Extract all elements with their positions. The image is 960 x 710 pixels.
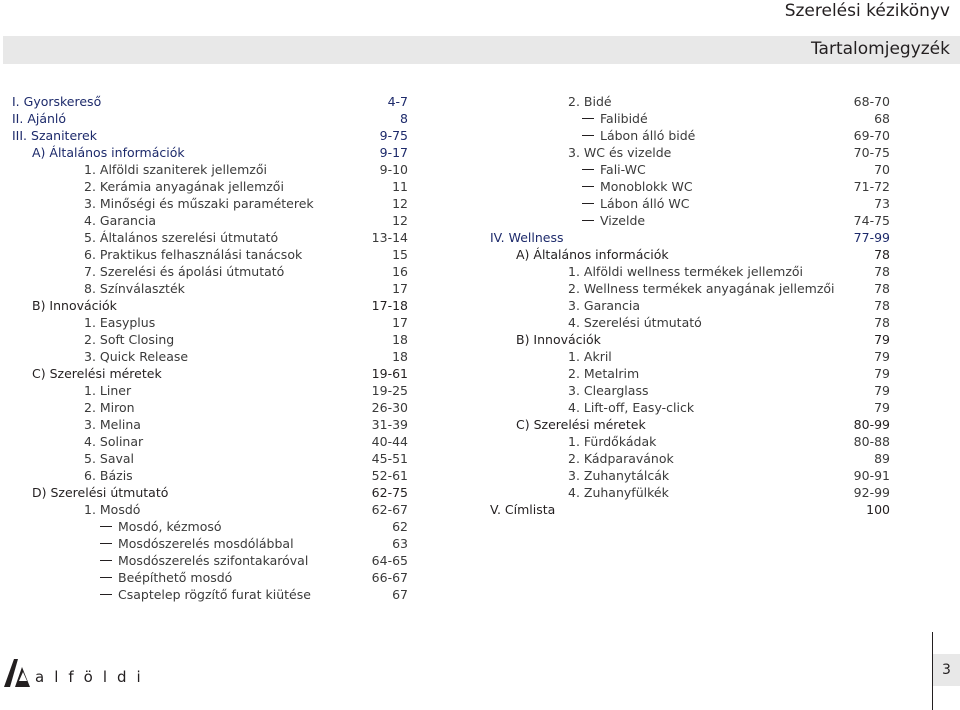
dash-icon	[582, 118, 594, 119]
dash-icon	[100, 526, 112, 527]
toc-entry-text: Beépíthető mosdó	[118, 570, 233, 585]
toc-entry-label	[568, 297, 640, 314]
toc-entry	[0, 127, 414, 144]
toc-entry	[0, 535, 414, 552]
toc-entry-text: 4. Zuhanyfülkék	[568, 485, 669, 500]
toc-entry-label	[84, 382, 131, 399]
toc-entry	[486, 331, 896, 348]
toc-entry-text: Monoblokk WC	[600, 179, 693, 194]
toc-entry	[486, 382, 896, 399]
toc-entry-page: 70	[874, 162, 890, 177]
toc-entry-label	[84, 433, 143, 450]
toc-entry-label	[516, 331, 601, 348]
toc-entry-label	[84, 467, 133, 484]
toc-entry-page: 90-91	[853, 468, 890, 483]
toc-entry-label	[568, 314, 702, 331]
toc-entry-label	[84, 263, 284, 280]
toc-entry-page: 13-14	[371, 230, 408, 245]
toc-entry-page: 70-75	[853, 145, 890, 160]
toc-entry	[0, 229, 414, 246]
toc-entry-label	[582, 178, 693, 195]
toc-entry-label	[568, 263, 803, 280]
toc-left-column	[0, 93, 414, 603]
toc-entry	[486, 246, 896, 263]
toc-entry-label	[568, 382, 648, 399]
toc-entry-text: 2. Bidé	[568, 94, 612, 109]
toc-entry	[0, 178, 414, 195]
toc-entry-page: 40-44	[371, 434, 408, 449]
toc-entry-label	[568, 450, 674, 467]
toc-entry-label	[84, 331, 174, 348]
toc-entry-page: 4-7	[387, 94, 408, 109]
toc-entry-text: Csaptelep rögzítő furat kiütése	[118, 587, 311, 602]
toc-entry-page: 19-61	[371, 366, 408, 381]
toc-entry-text: Falibidé	[600, 111, 648, 126]
dash-icon	[100, 594, 112, 595]
toc-right-column	[486, 93, 896, 518]
toc-entry-label	[100, 552, 308, 569]
toc-entry-text: IV. Wellness	[490, 230, 564, 245]
dash-icon	[582, 203, 594, 204]
toc-entry-text: 4. Szerelési útmutató	[568, 315, 702, 330]
header-subtitle: Tartalomjegyzék	[810, 39, 950, 59]
toc-entry-text: 1. Akril	[568, 349, 612, 364]
toc-entry-page: 12	[392, 196, 408, 211]
toc-entry	[0, 331, 414, 348]
toc-entry-label	[582, 127, 695, 144]
toc-entry-text: 5. Saval	[84, 451, 135, 466]
toc-entry	[0, 467, 414, 484]
toc-entry-text: 2. Miron	[84, 400, 135, 415]
toc-entry-text: 8. Színválaszték	[84, 281, 185, 296]
toc-entry-label	[84, 229, 278, 246]
toc-entry-text: 3. WC és vizelde	[568, 145, 672, 160]
toc-entry-page: 18	[392, 349, 408, 364]
toc-entry-text: 4. Garancia	[84, 213, 156, 228]
toc-entry	[0, 297, 414, 314]
toc-entry-page: 11	[392, 179, 408, 194]
toc-entry-text: Vizelde	[600, 213, 646, 228]
toc-entry-label	[516, 416, 646, 433]
toc-entry-page: 31-39	[371, 417, 408, 432]
toc-entry-text: 6. Praktikus felhasználási tanácsok	[84, 247, 303, 262]
toc-entry-text: III. Szaniterek	[12, 128, 97, 143]
toc-entry-page: 77-99	[853, 230, 890, 245]
toc-entry	[0, 246, 414, 263]
toc-entry-page: 62-67	[371, 502, 408, 517]
toc-entry	[0, 365, 414, 382]
toc-entry-label	[568, 348, 612, 365]
toc-entry-text: 1. Alföldi wellness termékek jellemzői	[568, 264, 804, 279]
toc-entry	[0, 314, 414, 331]
toc-entry	[486, 144, 896, 161]
toc-entry	[486, 416, 896, 433]
toc-entry-text: 1. Mosdó	[84, 502, 141, 517]
toc-entry-page: 15	[392, 247, 408, 262]
toc-entry-text: 3. Clearglass	[568, 383, 649, 398]
toc-entry-text: B) Innovációk	[32, 298, 117, 313]
toc-entry	[486, 348, 896, 365]
toc-entry	[486, 195, 896, 212]
toc-entry	[0, 433, 414, 450]
toc-entry	[486, 450, 896, 467]
toc-entry-page: 71-72	[853, 179, 890, 194]
toc-entry-page: 79	[874, 332, 890, 347]
toc-entry-label	[84, 161, 267, 178]
toc-entry-text: 2. Kerámia anyagának jellemzői	[84, 179, 284, 194]
toc-entry-label	[100, 535, 294, 552]
toc-entry	[0, 518, 414, 535]
toc-entry	[0, 348, 414, 365]
toc-entry-label	[32, 297, 117, 314]
toc-entry-text: 2. Soft Closing	[84, 332, 175, 347]
toc-entry-label	[582, 195, 689, 212]
toc-entry-text: Lábon álló WC	[600, 196, 690, 211]
toc-entry-label	[100, 518, 222, 535]
toc-entry-text: II. Ajánló	[12, 111, 67, 126]
toc-entry-label	[568, 484, 669, 501]
toc-entry-page: 69-70	[853, 128, 890, 143]
toc-entry	[0, 280, 414, 297]
toc-entry	[486, 127, 896, 144]
toc-entry-text: C) Szerelési méretek	[32, 366, 162, 381]
toc-entry-text: 3. Garancia	[568, 298, 640, 313]
toc-entry-text: 1. Fürdőkádak	[568, 434, 657, 449]
toc-entry-page: 67	[392, 587, 408, 602]
toc-entry	[0, 569, 414, 586]
toc-entry	[0, 552, 414, 569]
toc-entry-label	[32, 484, 168, 501]
dash-icon	[582, 135, 594, 136]
toc-entry-page: 80-99	[853, 417, 890, 432]
toc-entry-label	[582, 161, 646, 178]
dash-icon	[100, 577, 112, 578]
toc-entry-label	[84, 450, 134, 467]
toc-entry-text: 2. Kádparavánok	[568, 451, 674, 466]
toc-entry	[0, 382, 414, 399]
dash-icon	[582, 186, 594, 187]
toc-entry-page: 63	[392, 536, 408, 551]
toc-entry-page: 45-51	[371, 451, 408, 466]
toc-entry-text: Fali-WC	[600, 162, 646, 177]
toc-entry	[486, 280, 896, 297]
toc-entry-label	[568, 399, 694, 416]
header-title: Szerelési kézikönyv	[784, 1, 950, 21]
toc-entry-text: A) Általános információk	[32, 145, 185, 160]
toc-entry-label	[516, 246, 669, 263]
toc-entry-page: 78	[874, 264, 890, 279]
toc-entry-page: 79	[874, 383, 890, 398]
toc-entry-page: 9-10	[379, 162, 408, 177]
toc-entry-text: 6. Bázis	[84, 468, 133, 483]
toc-entry	[486, 484, 896, 501]
toc-entry-label	[32, 144, 185, 161]
toc-entry-page: 92-99	[853, 485, 890, 500]
toc-entry-label	[84, 246, 302, 263]
toc-entry-label	[568, 467, 669, 484]
toc-entry-page: 68-70	[853, 94, 890, 109]
toc-entry-page: 64-65	[371, 553, 408, 568]
toc-entry	[486, 365, 896, 382]
toc-entry-page: 9-75	[379, 128, 408, 143]
toc-entry-text: Mosdószerelés szifontakaróval	[118, 553, 309, 568]
toc-entry-text: A) Általános információk	[516, 247, 669, 262]
toc-entry-text: 1. Liner	[84, 383, 132, 398]
toc-entry	[486, 501, 896, 518]
toc-entry-page: 8	[400, 111, 408, 126]
toc-entry-label	[84, 195, 314, 212]
toc-entry-page: 78	[874, 298, 890, 313]
toc-entry-label	[100, 569, 232, 586]
toc-entry	[0, 93, 414, 110]
toc-entry	[486, 161, 896, 178]
toc-entry	[0, 195, 414, 212]
toc-entry-page: 17-18	[371, 298, 408, 313]
toc-entry	[0, 212, 414, 229]
toc-entry-label	[12, 110, 66, 127]
toc-entry	[486, 212, 896, 229]
toc-entry-text: 1. Easyplus	[84, 315, 156, 330]
toc-entry-page: 79	[874, 349, 890, 364]
toc-entry-label	[568, 144, 671, 161]
toc-entry-label	[490, 501, 555, 518]
toc-entry-label	[582, 110, 648, 127]
toc-entry-text: 3. Zuhanytálcák	[568, 468, 670, 483]
toc-entry-page: 17	[392, 315, 408, 330]
toc-entry-text: 2. Metalrim	[568, 366, 640, 381]
toc-entry	[486, 110, 896, 127]
toc-entry-text: 1. Alföldi szaniterek jellemzői	[84, 162, 267, 177]
toc-entry-text: 3. Quick Release	[84, 349, 189, 364]
toc-entry	[0, 484, 414, 501]
toc-entry	[0, 416, 414, 433]
toc-entry-text: D) Szerelési útmutató	[32, 485, 169, 500]
toc-entry-page: 16	[392, 264, 408, 279]
toc-entry-text: C) Szerelési méretek	[516, 417, 646, 432]
toc-entry-label	[84, 416, 141, 433]
logo-text: alföldi	[35, 668, 151, 686]
toc-entry-text: I. Gyorskereső	[12, 94, 102, 109]
toc-entry	[486, 314, 896, 331]
toc-entry-text: Mosdószerelés mosdólábbal	[118, 536, 294, 551]
toc-entry-label	[100, 586, 311, 603]
toc-entry-label	[84, 212, 156, 229]
toc-entry-page: 74-75	[853, 213, 890, 228]
toc-entry-label	[32, 365, 162, 382]
dash-icon	[582, 169, 594, 170]
toc-entry	[486, 297, 896, 314]
dash-icon	[100, 560, 112, 561]
toc-entry-text: 5. Általános szerelési útmutató	[84, 230, 279, 245]
toc-entry-page: 68	[874, 111, 890, 126]
toc-entry	[0, 161, 414, 178]
toc-entry-label	[84, 399, 135, 416]
dash-icon	[100, 543, 112, 544]
toc-entry-text: 3. Melina	[84, 417, 141, 432]
toc-entry-text: V. Címlista	[490, 502, 556, 517]
toc-entry	[486, 399, 896, 416]
toc-entry-text: B) Innovációk	[516, 332, 601, 347]
toc-entry-text: 2. Wellness termékek anyagának jellemzői	[568, 281, 835, 296]
toc-entry-label	[84, 314, 155, 331]
toc-entry-page: 100	[866, 502, 890, 517]
toc-entry-page: 66-67	[371, 570, 408, 585]
toc-entry-page: 73	[874, 196, 890, 211]
toc-entry-label	[12, 127, 97, 144]
toc-entry	[0, 586, 414, 603]
toc-entry-text: 4. Lift-off, Easy-click	[568, 400, 695, 415]
toc-entry-page: 17	[392, 281, 408, 296]
toc-entry-label	[84, 280, 185, 297]
toc-entry-label	[568, 93, 612, 110]
toc-entry-label	[568, 433, 656, 450]
toc-entry-page: 12	[392, 213, 408, 228]
page-number: 3	[933, 654, 960, 686]
toc-entry	[0, 399, 414, 416]
toc-entry	[486, 178, 896, 195]
alfoldi-logo-icon	[2, 655, 32, 689]
toc-entry	[486, 93, 896, 110]
toc-entry-label	[84, 348, 188, 365]
toc-entry-page: 78	[874, 315, 890, 330]
toc-entry	[486, 229, 896, 246]
toc-entry-page: 80-88	[853, 434, 890, 449]
toc-entry-page: 78	[874, 247, 890, 262]
toc-entry-page: 62-75	[371, 485, 408, 500]
toc-entry-page: 78	[874, 281, 890, 296]
dash-icon	[582, 220, 594, 221]
toc-entry	[0, 450, 414, 467]
toc-entry-label	[84, 178, 284, 195]
toc-entry-text: 7. Szerelési és ápolási útmutató	[84, 264, 285, 279]
toc-entry-text: 3. Minőségi és műszaki paraméterek	[84, 196, 314, 211]
toc-entry-label	[12, 93, 101, 110]
toc-entry-label	[490, 229, 563, 246]
toc-entry	[486, 263, 896, 280]
toc-entry-page: 26-30	[371, 400, 408, 415]
toc-entry	[486, 433, 896, 450]
toc-entry	[0, 501, 414, 518]
toc-entry-page: 9-17	[379, 145, 408, 160]
toc-entry-page: 79	[874, 366, 890, 381]
toc-entry-page: 52-61	[371, 468, 408, 483]
toc-entry-label	[568, 280, 835, 297]
toc-entry-label	[84, 501, 140, 518]
toc-entry-page: 18	[392, 332, 408, 347]
toc-entry-text: Lábon álló bidé	[600, 128, 696, 143]
toc-entry-page: 62	[392, 519, 408, 534]
toc-entry-page: 79	[874, 400, 890, 415]
toc-entry	[0, 144, 414, 161]
toc-entry	[486, 467, 896, 484]
toc-entry-page: 89	[874, 451, 890, 466]
toc-entry-text: Mosdó, kézmosó	[118, 519, 222, 534]
toc-entry-page: 19-25	[371, 383, 408, 398]
toc-entry	[0, 110, 414, 127]
toc-entry-label	[568, 365, 639, 382]
toc-entry	[0, 263, 414, 280]
toc-entry-text: 4. Solinar	[84, 434, 144, 449]
toc-entry-label	[582, 212, 645, 229]
